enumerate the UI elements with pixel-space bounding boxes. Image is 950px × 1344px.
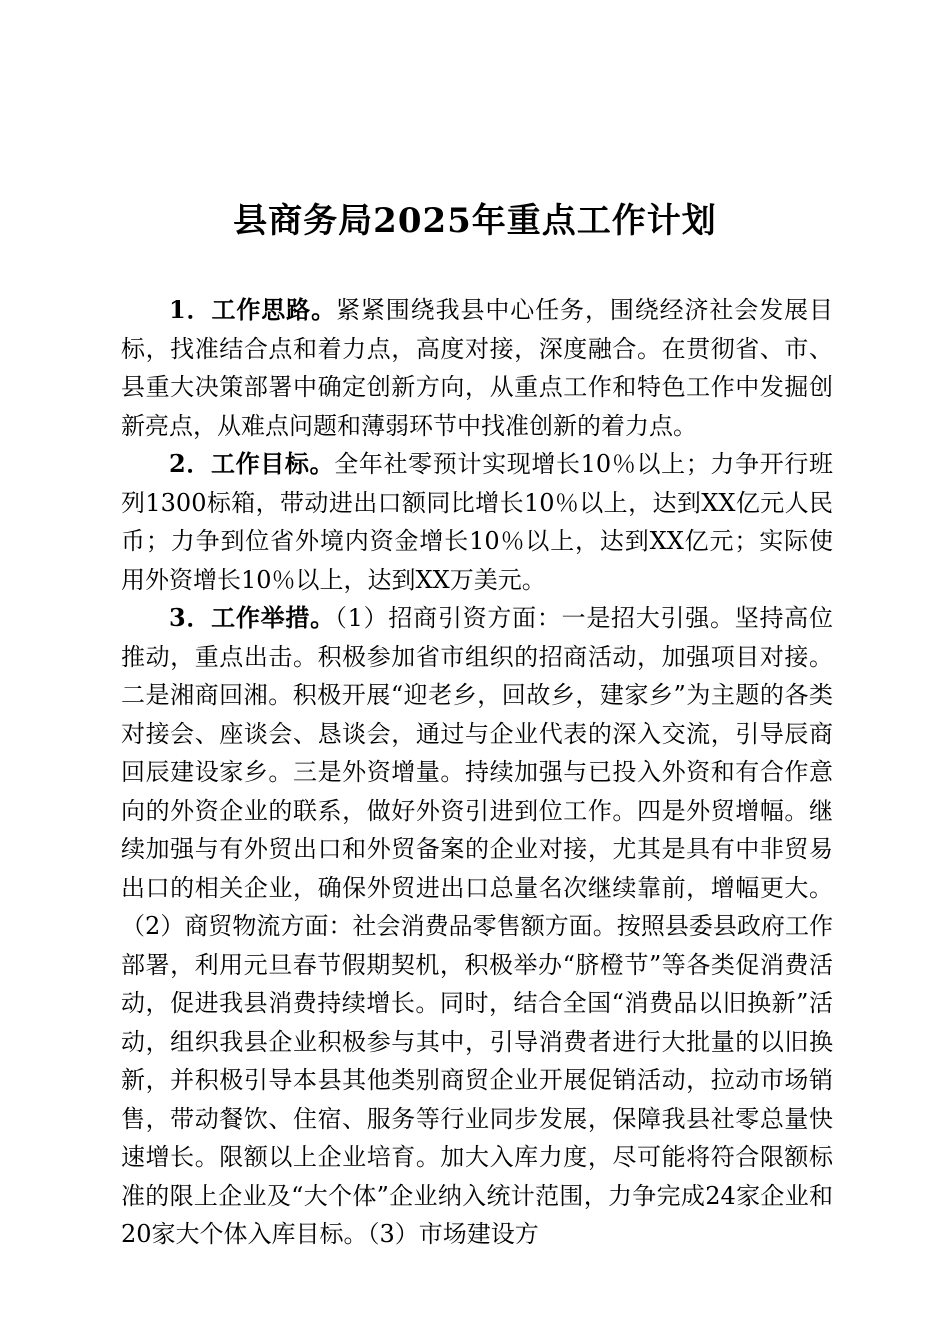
paragraph-heading: 3．工作举措。: [169, 603, 335, 632]
paragraph-heading: 1．工作思路。: [169, 295, 336, 324]
paragraph-work-approach: [121, 291, 833, 445]
paragraph-text: 全年社零预计实现增长10％以上；力争开行班列1300标箱，带动进出口额同比增长10％以上，达到XX亿元人民币；力争到位省外境内资金增长10％以上，达到XX亿元；实际使用外资增长10％以上，达到XX万美元。: [121, 450, 833, 594]
paragraph-work-measures: [121, 599, 833, 1254]
paragraph-text: 紧紧围绕我县中心任务，围绕经济社会发展目标，找准结合点和着力点，高度对接，深度融合。在贯彻省、市、县重大决策部署中确定创新方向，从重点工作和特色工作中发掘创新亮点，从难点问题和薄弱环节中找准创新的着力点。: [121, 296, 834, 440]
paragraph-heading: 2．工作目标。: [169, 449, 335, 478]
paragraph-text: （1）招商引资方面：一是招大引强。坚持高位推动，重点出击。积极参加省市组织的招商活动，加强项目对接。二是湘商回湘。积极开展“迎老乡，回故乡，建家乡”为主题的各类对接会、座谈会、恳谈会，通过与企业代表的深入交流，引导辰商回辰建设家乡。三是外资增量。持续加强与已投入外资和有合作意向的外资企业的联系，做好外资引进到位工作。四是外贸增幅。继续加强与有外贸出口和外贸备案的企业对接，尤其是具有中非贸易出口的相关企业，确保外贸进出口总量名次继续靠前，增幅更大。（2）商贸物流方面：社会消费品零售额方面。按照县委县政府工作部署，利用元旦春节假期契机，积极举办“脐橙节”等各类促消费活动，促进我县消费持续增长。同时，结合全国“消费品以旧换新”活动，组织我县企业积极参与其中，引导消费者进行大批量的以旧换新，并积极引导本县其他类别商贸企业开展促销活动，拉动市场销售，带动餐饮、住宿、服务等行业同步发展，保障我县社零总量快速增长。限额以上企业培育。加大入库力度，尽可能将符合限额标准的限上企业及“大个体”企业纳入统计范围，力争完成24家企业和20家大个体入库目标。（3）市场建设方: [121, 604, 833, 1248]
paragraph-work-goals: [121, 445, 833, 599]
document-title: 县商务局2025年重点工作计划: [233, 201, 717, 241]
document-body: [121, 291, 833, 1254]
